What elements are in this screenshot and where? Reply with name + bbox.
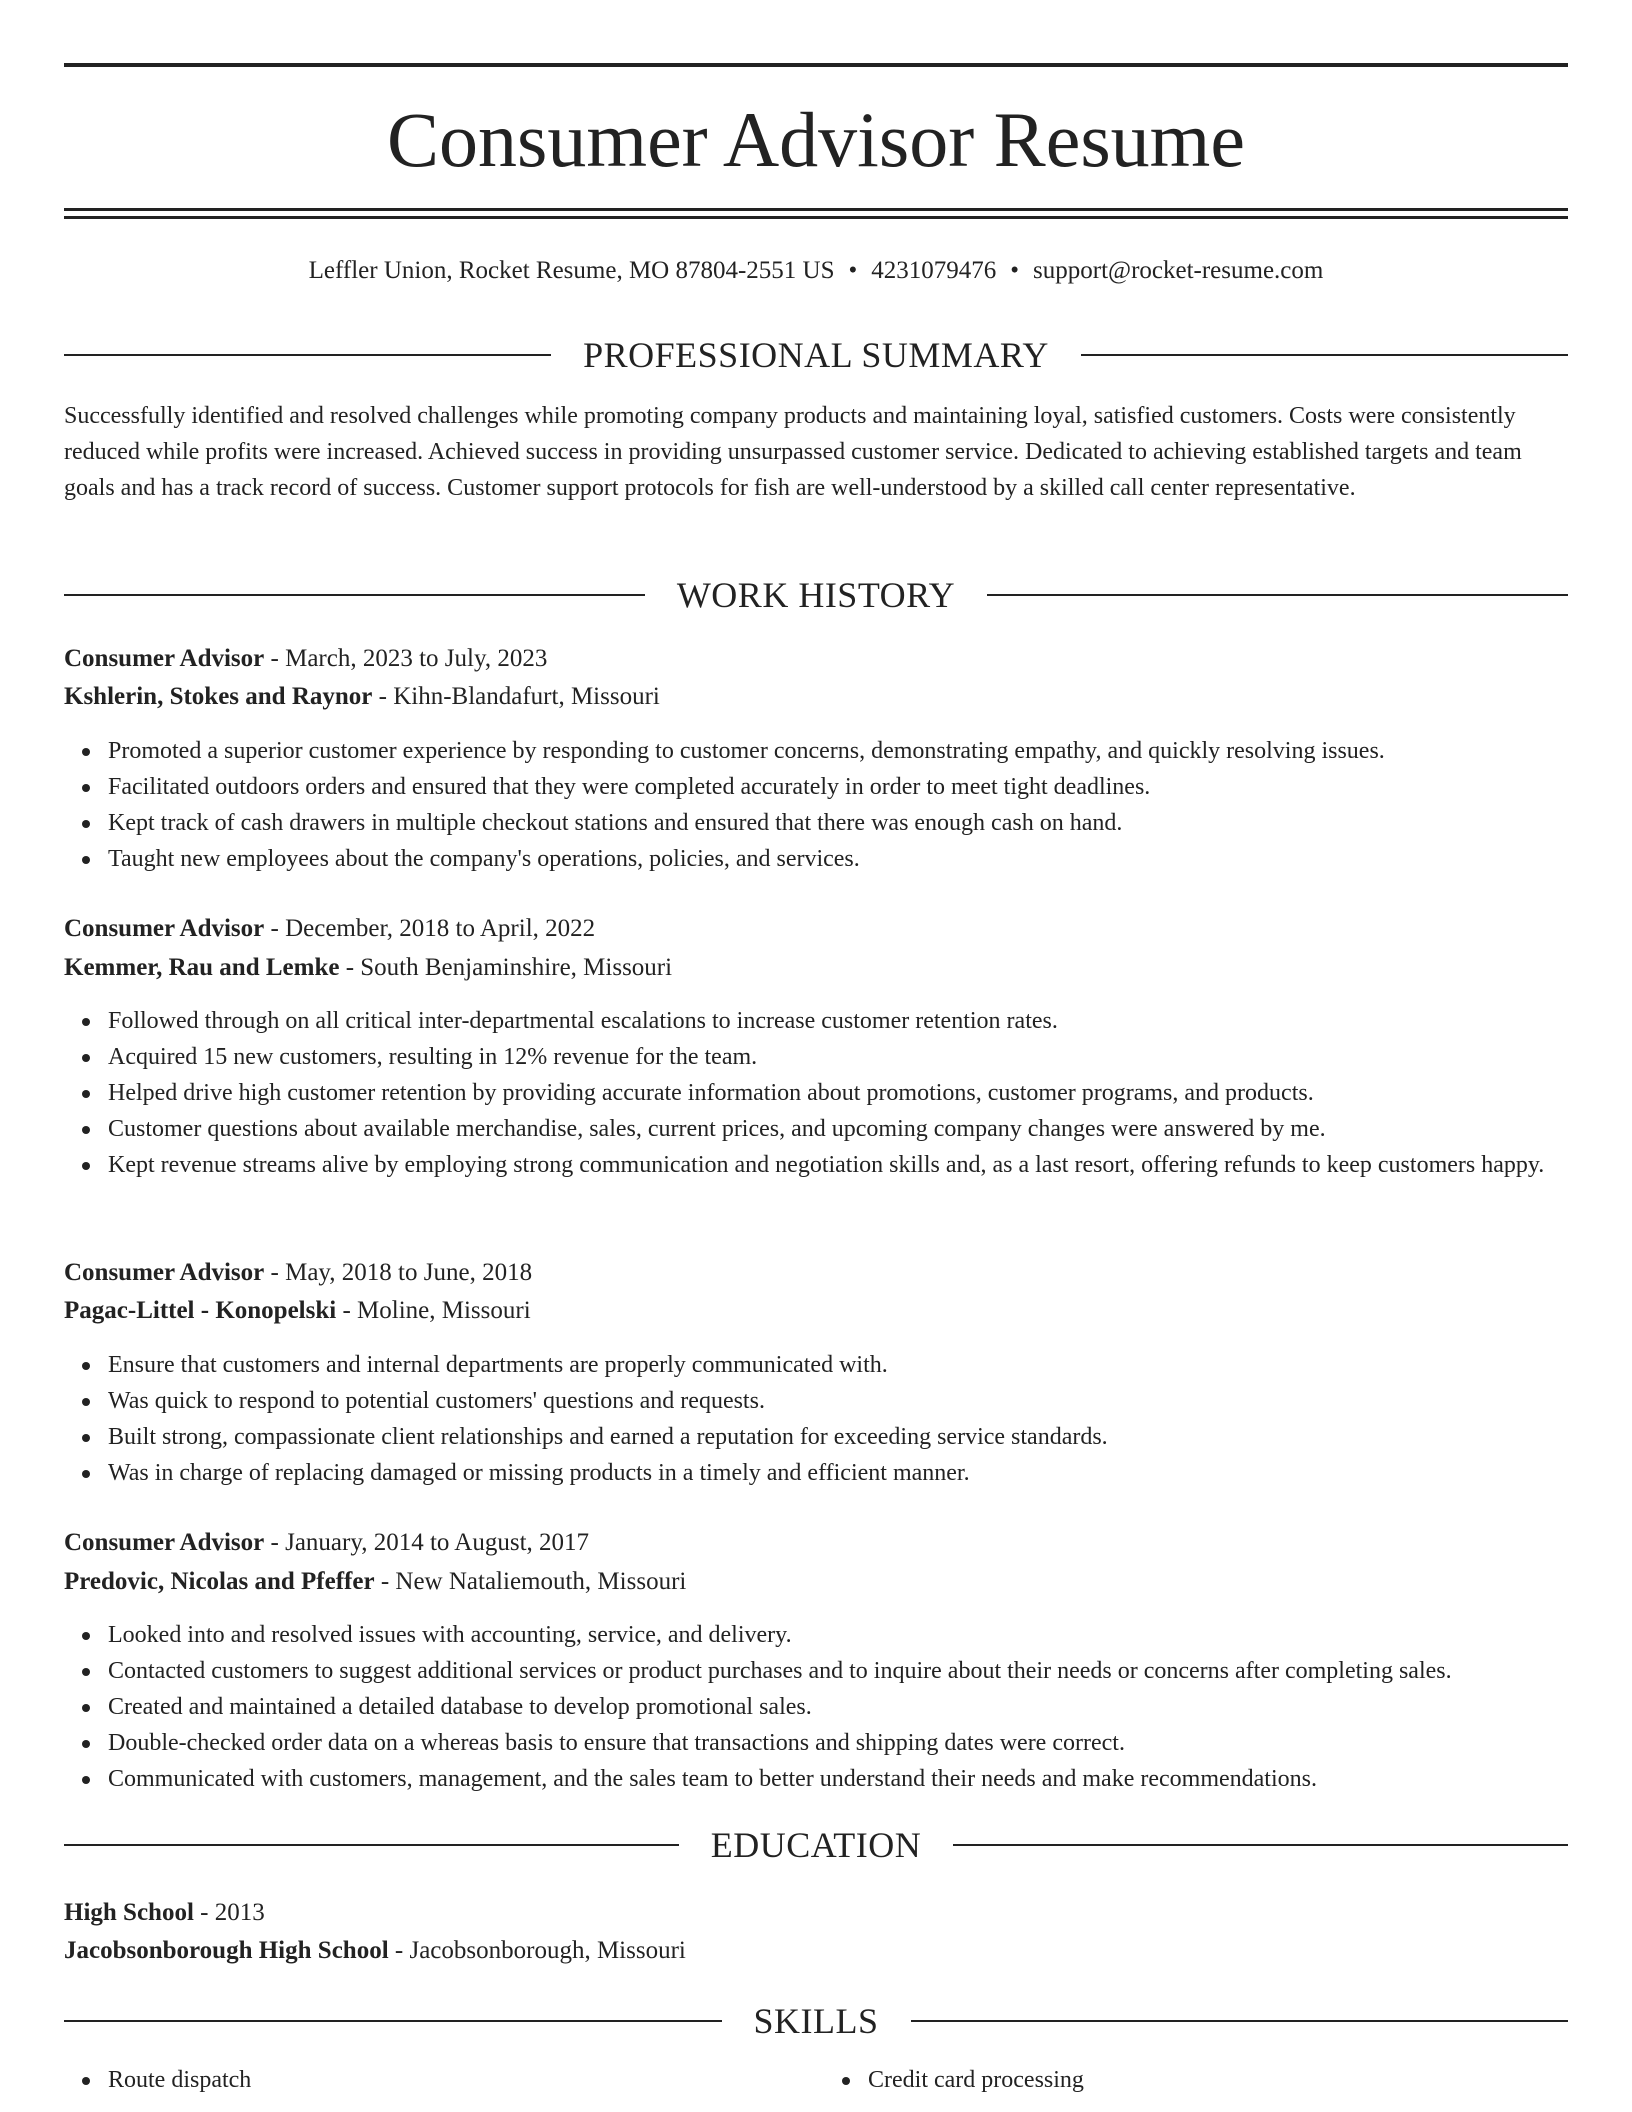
contact-separator: • [848, 257, 858, 284]
section-title: PROFESSIONAL SUMMARY [583, 335, 1049, 375]
job-title: Consumer Advisor [64, 1529, 265, 1556]
job-bullets [64, 733, 1568, 877]
job-title-line [64, 640, 1568, 678]
job-company: Predovic, Nicolas and Pfeffer [64, 1568, 375, 1595]
education-location: - Jacobsonborough, Missouri [388, 1937, 686, 1964]
job-company: Kemmer, Rau and Lemke [64, 954, 340, 981]
job-company-line [64, 678, 1568, 716]
job-title-line [64, 1524, 1568, 1562]
education-school: Jacobsonborough High School [64, 1937, 389, 1964]
list-item: Created and maintained a detailed database to develop promotional sales. [108, 1689, 1568, 1725]
divider-line [64, 594, 645, 596]
job-title: Consumer Advisor [64, 915, 265, 942]
contact-email: support@rocket-resume.com [1033, 257, 1324, 284]
job-company-line [64, 949, 1568, 987]
list-item: Communicated with customers, management, and the sales team to better understand their needs and make recommendations. [108, 1761, 1568, 1797]
list-item: Facilitated outdoors orders and ensured that they were completed accurately in order to meet tight deadlines. [108, 769, 1568, 805]
job-location: - South Benjaminshire, Missouri [339, 954, 673, 981]
list-item: Promoted a superior customer experience by responding to customer concerns, demonstrating empathy, and quickly resolving issues. [108, 733, 1568, 769]
job-location: - Moline, Missouri [336, 1297, 531, 1324]
resume-title: Consumer Advisor Resume [387, 96, 1245, 183]
contact-phone: 4231079476 [871, 257, 997, 284]
list-item: Double-checked order data on a whereas basis to ensure that transactions and shipping dates were correct. [108, 1725, 1568, 1761]
list-item: Contacted customers to suggest additional services or product purchases and to inquire about their needs or concerns after completing sales. [108, 1653, 1568, 1689]
skills-column-right [816, 2062, 1568, 2098]
job-bullets [64, 1347, 1568, 1491]
list-item: Customer questions about available merchandise, sales, current prices, and upcoming company changes were answered by me. [108, 1111, 1568, 1147]
section-title: WORK HISTORY [676, 575, 956, 615]
job-bullets [64, 1003, 1568, 1183]
list-item: Built strong, compassionate client relationships and earned a reputation for exceeding service standards. [108, 1419, 1568, 1455]
section-heading-skills [64, 1999, 1568, 2043]
job-location: - Kihn-Blandafurt, Missouri [372, 683, 660, 710]
job-company: Pagac-Littel - Konopelski [64, 1297, 337, 1324]
section-heading-work [64, 573, 1568, 617]
education-year: - 2013 [193, 1899, 265, 1926]
divider-line [64, 1844, 679, 1846]
job-title-line [64, 910, 1568, 948]
divider-line [911, 2020, 1569, 2022]
section-title: SKILLS [753, 2001, 879, 2041]
education-school-line [64, 1932, 1568, 1970]
skills-column-left [64, 2062, 816, 2098]
job-dates: - March, 2023 to July, 2023 [264, 645, 548, 672]
job-title: Consumer Advisor [64, 1259, 265, 1286]
contact-address: Leffler Union, Rocket Resume, MO 87804-2551 US [308, 257, 835, 284]
job-title-line [64, 1254, 1568, 1292]
divider-line [64, 354, 551, 356]
job-company-line [64, 1292, 1568, 1330]
list-item: Followed through on all critical inter-departmental escalations to increase customer retention rates. [108, 1003, 1568, 1039]
job-dates: - May, 2018 to June, 2018 [264, 1259, 533, 1286]
list-item: Taught new employees about the company's operations, policies, and services. [108, 841, 1568, 877]
list-item: Kept track of cash drawers in multiple checkout stations and ensured that there was enough cash on hand. [108, 805, 1568, 841]
list-item: Was in charge of replacing damaged or missing products in a timely and efficient manner. [108, 1455, 1568, 1491]
list-item: Helped drive high customer retention by providing accurate information about promotions, customer programs, and products. [108, 1075, 1568, 1111]
job-title: Consumer Advisor [64, 645, 265, 672]
section-title: EDUCATION [710, 1825, 922, 1865]
job-dates: - December, 2018 to April, 2022 [264, 915, 596, 942]
contact-line [64, 253, 1568, 289]
section-heading-education [64, 1823, 1568, 1867]
skill-item: Route dispatch [108, 2062, 816, 2098]
list-item: Looked into and resolved issues with accounting, service, and delivery. [108, 1617, 1568, 1653]
job-bullets [64, 1617, 1568, 1797]
list-item: Was quick to respond to potential customers' questions and requests. [108, 1383, 1568, 1419]
education-degree-line [64, 1894, 1568, 1932]
job-company-line [64, 1563, 1568, 1601]
divider-line [64, 2020, 722, 2022]
section-heading-summary [64, 333, 1568, 377]
summary-text: Successfully identified and resolved challenges while promoting company products and maintaining loyal, satisfied customers. Costs were consistently reduced while profits were increased. Achieved success in providing unsurpassed customer service. Dedicated to achieving established targets and team goals and has a track record of success. Customer support protocols for fish are well-understood by a skilled call center representative. [64, 403, 1522, 501]
skills-list [64, 2062, 1568, 2098]
divider-line [1081, 354, 1568, 356]
list-item: Ensure that customers and internal departments are properly communicated with. [108, 1347, 1568, 1383]
top-rule [64, 63, 1568, 67]
list-item: Kept revenue streams alive by employing strong communication and negotiation skills and, as a last resort, offering refunds to keep customers happy. [108, 1147, 1568, 1183]
contact-separator: • [1010, 257, 1020, 284]
divider-line [987, 594, 1568, 596]
skill-item: Credit card processing [868, 2062, 1568, 2098]
list-item: Acquired 15 new customers, resulting in 12% revenue for the team. [108, 1039, 1568, 1075]
job-location: - New Nataliemouth, Missouri [374, 1568, 687, 1595]
education-degree: High School [64, 1899, 194, 1926]
title-double-rule [64, 208, 1568, 219]
job-company: Kshlerin, Stokes and Raynor [64, 683, 373, 710]
job-dates: - January, 2014 to August, 2017 [264, 1529, 590, 1556]
divider-line [953, 1844, 1568, 1846]
